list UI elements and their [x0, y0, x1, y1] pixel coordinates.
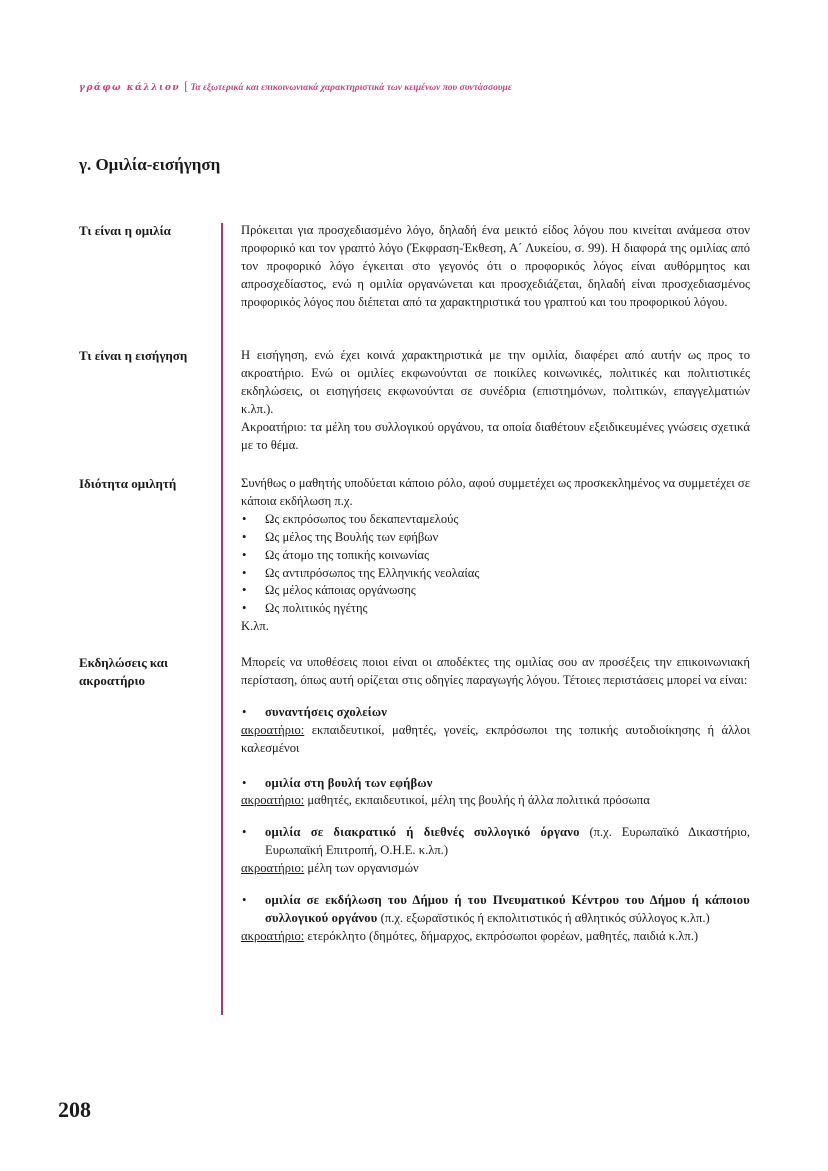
audience-label: ακροατήριο: [241, 793, 305, 808]
event-item [241, 704, 750, 758]
list-item: • Ως μέλος της Βουλής των εφήβων [241, 529, 750, 547]
event-audience [241, 792, 750, 810]
list-item: • Ως άτομο της τοπικής κοινωνίας [241, 547, 750, 565]
event-audience [241, 928, 750, 946]
event-title: ομιλία σε εκδήλωση του Δήμου ή του Πνευματικού Κέντρου του Δήμου ή κάποιου συλλογικού οργάνου [265, 893, 750, 925]
event-item [241, 892, 750, 946]
audience-label: ακροατήριο: [241, 928, 305, 943]
row-label-events-audience: Εκδηλώσεις και ακροατήριο [79, 655, 169, 688]
event-note: (π.χ. εξωραϊστικός ή εκπολιτιστικός ή αθλητικός σύλλογος κ.λπ.) [380, 910, 710, 925]
vertical-divider [221, 223, 223, 1015]
paragraph: Μπορείς να υποθέσεις ποιοι είναι οι αποδέκτες της ομιλίας σου αν προσέξεις την επικοινωνιακή περίσταση, όπως αυτή ορίζεται στις οδηγίες παραγωγής λόγου. Τέτοιες περιστάσεις μπορεί να είναι: [241, 655, 750, 687]
row-body-what-is-speech [241, 222, 750, 312]
event-heading [241, 892, 750, 928]
event-heading [241, 824, 750, 860]
row-body-what-is-report [241, 347, 750, 454]
event-title: ομιλία σε διακρατικό ή διεθνές συλλογικό όργανο [265, 825, 580, 840]
section-title: γ. Ομιλία-εισήγηση [79, 155, 221, 174]
running-header-title: Τα εξωτερικά και επικοινωνιακά χαρακτηριστικά των κειμένων που συντάσσουμε [190, 83, 512, 93]
list-tail: Κ.λπ. [241, 619, 269, 634]
list-item: • Ως εκπρόσωπος του δεκαπενταμελούς [241, 511, 750, 529]
paragraph: Πρόκειται για προσχεδιασμένο λόγο, δηλαδή ένα μεικτό είδος λόγου που κινείται ανάμεσα στον προφορικό και τον γραπτό λόγο (Έκφραση-Έκθεση, Α΄ Λυκείου, σ. 99). Η διαφορά της ομιλίας από τον προφορικό λόγο έγκειται στο γεγονός ότι ο προφορικός λόγος είναι αυθόρμητος και απροσχεδίαστος, ενώ η ομιλία οργανώνεται και προσχεδιάζεται, δηλαδή είναι προσχεδιασμένος προφορικός λόγος που διέπεται από τα χαρακτηριστικά του γραπτού και του προφορικού λόγου. [241, 223, 750, 309]
page-number: 208 [58, 1097, 91, 1122]
event-heading [241, 704, 750, 722]
event-item [241, 824, 750, 878]
audience-text: μαθητές, εκπαιδευτικοί, μέλη της βουλής ή άλλα πολιτικά πρόσωπα [307, 793, 650, 808]
audience-label: ακροατήριο: [241, 722, 305, 737]
row-body-events-audience [241, 654, 750, 946]
list-item: • Ως πολιτικός ηγέτης [241, 600, 750, 618]
event-audience [241, 860, 750, 878]
row-label-speaker-role: Ιδιότητα ομιλητή [79, 476, 177, 491]
audience-label: ακροατήριο: [241, 861, 305, 876]
row-label-what-is-speech: Τι είναι η ομιλία [79, 223, 171, 238]
audience-paragraph: Ακροατήριο: τα μέλη του συλλογικού οργάνου, τα οποία διαθέτουν εξειδικευμένες γνώσεις σχετικά με το θέμα. [241, 419, 750, 452]
series-logo: γράφω κάλλιον [79, 83, 181, 93]
running-header [79, 78, 779, 94]
paragraph: Η εισήγηση, ενώ έχει κοινά χαρακτηριστικά με την ομιλία, διαφέρει από αυτήν ως προς το ακροατήριο. Ενώ οι ομιλίες εκφωνούνται σε ποικίλες κοινωνικές, πολιτικές και πολιτιστικές εκδηλώσεις, οι εισηγήσεις εκφωνούνται σε συνέδρια (επιστημόνων, πολιτικών, επαγγελματιών κ.λπ.). [241, 348, 750, 416]
list-item: • Ως αντιπρόσωπος της Ελληνικής νεολαίας [241, 565, 750, 583]
event-title: συναντήσεις σχολείων [265, 704, 388, 719]
row-body-speaker-role [241, 475, 750, 636]
role-list [241, 511, 750, 618]
audience-text: εκπαιδευτικοί, μαθητές, γονείς, εκπρόσωποι της τοπικής αυτοδιοίκησης ή άλλοι καλεσμένοι [241, 722, 750, 755]
audience-text: μέλη των οργανισμών [307, 861, 419, 876]
event-note: (π.χ. Ευρωπαϊκό Δικαστήριο, Ευρωπαϊκή Επιτροπή, Ο.Η.Ε. κ.λπ.) [265, 825, 750, 858]
row-label-what-is-report: Τι είναι η εισήγηση [79, 348, 188, 363]
event-item [241, 775, 750, 811]
event-title: ομιλία στη βουλή των εφήβων [265, 775, 433, 790]
event-audience [241, 722, 750, 758]
audience-text: ετερόκλητο (δημότες, δήμαρχος, εκπρόσωποι φορέων, μαθητές, παιδιά κ.λπ.) [307, 928, 699, 943]
event-heading [241, 775, 750, 793]
header-separator: [ [184, 78, 189, 93]
paragraph: Συνήθως ο μαθητής υποδύεται κάποιο ρόλο, αφού συμμετέχει ως προσκεκλημένος να συμμετέχει σε κάποια εκδήλωση π.χ. [241, 476, 750, 508]
list-item: • Ως μέλος κάποιας οργάνωσης [241, 582, 750, 600]
